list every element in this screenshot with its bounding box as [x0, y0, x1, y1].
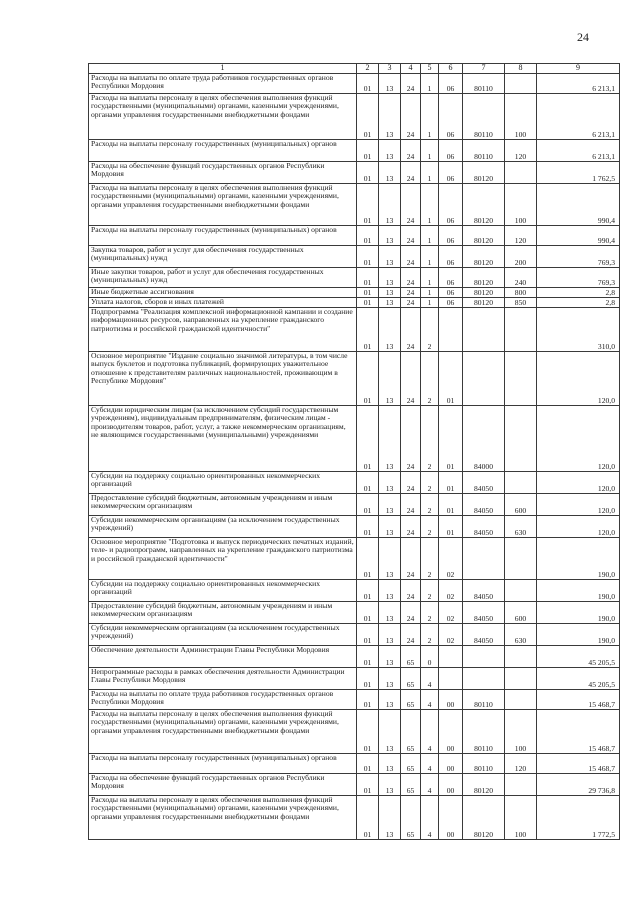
table-row	[89, 494, 620, 516]
row-description: Закупка товаров, работ и услуг для обеспечения государственных (муниципальных) нужд	[89, 246, 357, 268]
amount-value: 45 205,5	[537, 646, 620, 668]
row-description: Расходы на обеспечение функций государственных органов Республики Мордовия	[89, 162, 357, 184]
expense-type-code: 100	[505, 184, 537, 226]
row-description: Расходы на выплаты персоналу в целях обеспечения выполнения функций государственными (муниципальными) органами, казенными учреждениями, органами управления государственными внебюджетными фондами	[89, 94, 357, 140]
table-row	[89, 308, 620, 352]
subsection-code: 13	[379, 580, 401, 602]
row-description: Расходы на выплаты по оплате труда работников государственных органов Республики Мордовия	[89, 74, 357, 94]
header-cell: 4	[401, 64, 421, 74]
amount-value: 2,8	[537, 298, 620, 308]
program-code: 24	[401, 268, 421, 288]
subsection-code: 13	[379, 268, 401, 288]
amount-value: 6 213,1	[537, 74, 620, 94]
program-code: 24	[401, 94, 421, 140]
expense-type-code	[505, 162, 537, 184]
row-description: Субсидии юридическим лицам (за исключением субсидий государственным учреждениям), индивидуальным предпринимателям, физическим лицам - производителям товаров, работ, услуг, а также некоммерческим организациям, не являющимся государственными (муниципальными) учреждениями	[89, 406, 357, 472]
section-code: 01	[357, 352, 379, 406]
expense-type-code	[505, 668, 537, 690]
subprogram-code: 2	[421, 580, 439, 602]
table-row	[89, 94, 620, 140]
activity-code: 02	[439, 538, 463, 580]
direction-code: 80120	[463, 162, 505, 184]
expense-type-code: 120	[505, 226, 537, 246]
row-description: Основное мероприятие "Подготовка и выпуск периодических печатных изданий, теле- и радиопрограмм, направленных на укрепление гражданского патриотизма и российской гражданской идентичности"	[89, 538, 357, 580]
row-description: Расходы на выплаты персоналу государственных (муниципальных) органов	[89, 754, 357, 774]
activity-code: 06	[439, 140, 463, 162]
subsection-code: 13	[379, 602, 401, 624]
activity-code	[439, 668, 463, 690]
direction-code: 80110	[463, 74, 505, 94]
subsection-code: 13	[379, 774, 401, 796]
amount-value: 310,0	[537, 308, 620, 352]
table-row	[89, 184, 620, 226]
header-cell: 5	[421, 64, 439, 74]
direction-code: 80110	[463, 710, 505, 754]
expense-type-code: 630	[505, 624, 537, 646]
section-code: 01	[357, 580, 379, 602]
expense-type-code: 120	[505, 754, 537, 774]
subsection-code: 13	[379, 226, 401, 246]
activity-code: 01	[439, 516, 463, 538]
activity-code: 06	[439, 246, 463, 268]
table-row	[89, 754, 620, 774]
program-code: 24	[401, 406, 421, 472]
section-code: 01	[357, 140, 379, 162]
subsection-code: 13	[379, 472, 401, 494]
direction-code: 80120	[463, 288, 505, 298]
activity-code: 06	[439, 288, 463, 298]
subsection-code: 13	[379, 298, 401, 308]
row-description: Непрограммные расходы в рамках обеспечения деятельности Администрации Главы Республики Мордовия	[89, 668, 357, 690]
table-row	[89, 624, 620, 646]
table-header-row	[89, 64, 620, 74]
program-code: 65	[401, 690, 421, 710]
subsection-code: 13	[379, 308, 401, 352]
table-row	[89, 710, 620, 754]
direction-code: 80120	[463, 226, 505, 246]
subsection-code: 13	[379, 646, 401, 668]
expense-type-code	[505, 352, 537, 406]
activity-code: 06	[439, 298, 463, 308]
expense-type-code: 100	[505, 710, 537, 754]
program-code: 24	[401, 538, 421, 580]
program-code: 24	[401, 472, 421, 494]
expense-type-code	[505, 690, 537, 710]
expense-type-code: 800	[505, 288, 537, 298]
direction-code: 84050	[463, 602, 505, 624]
table-row	[89, 268, 620, 288]
table-row	[89, 298, 620, 308]
program-code: 24	[401, 308, 421, 352]
program-code: 65	[401, 710, 421, 754]
section-code: 01	[357, 690, 379, 710]
program-code: 24	[401, 246, 421, 268]
amount-value: 990,4	[537, 226, 620, 246]
direction-code: 84050	[463, 472, 505, 494]
row-description: Расходы на выплаты по оплате труда работников государственных органов Республики Мордовия	[89, 690, 357, 710]
amount-value: 45 205,5	[537, 668, 620, 690]
row-description: Расходы на выплаты персоналу государственных (муниципальных) органов	[89, 226, 357, 246]
row-description: Расходы на выплаты персоналу в целях обеспечения выполнения функций государственными (муниципальными) органами, казенными учреждениями, органами управления государственными внебюджетными фондами	[89, 184, 357, 226]
subsection-code: 13	[379, 624, 401, 646]
section-code: 01	[357, 288, 379, 298]
subsection-code: 13	[379, 754, 401, 774]
amount-value: 6 213,1	[537, 94, 620, 140]
budget-table	[88, 63, 620, 840]
table-row	[89, 580, 620, 602]
amount-value: 769,3	[537, 268, 620, 288]
direction-code: 84050	[463, 516, 505, 538]
subprogram-code: 1	[421, 298, 439, 308]
table-row	[89, 668, 620, 690]
subsection-code: 13	[379, 74, 401, 94]
amount-value: 190,0	[537, 538, 620, 580]
expense-type-code: 200	[505, 246, 537, 268]
amount-value: 120,0	[537, 406, 620, 472]
section-code: 01	[357, 162, 379, 184]
program-code: 65	[401, 754, 421, 774]
activity-code: 00	[439, 710, 463, 754]
program-code: 24	[401, 226, 421, 246]
expense-type-code	[505, 774, 537, 796]
activity-code: 02	[439, 624, 463, 646]
expense-type-code: 600	[505, 602, 537, 624]
direction-code: 80110	[463, 94, 505, 140]
row-description: Основное мероприятие "Издание социально значимой литературы, в том числе выпуск буклетов и подготовка публикаций, формирующих уважительное отношение к представителям различных национальностей, проживающим в Республике Мордовия"	[89, 352, 357, 406]
subprogram-code: 4	[421, 690, 439, 710]
table-row	[89, 352, 620, 406]
row-description: Иные бюджетные ассигнования	[89, 288, 357, 298]
expense-type-code	[505, 538, 537, 580]
expense-type-code: 630	[505, 516, 537, 538]
program-code: 24	[401, 298, 421, 308]
subprogram-code: 2	[421, 308, 439, 352]
expense-type-code	[505, 74, 537, 94]
activity-code: 00	[439, 796, 463, 840]
amount-value: 190,0	[537, 624, 620, 646]
direction-code	[463, 668, 505, 690]
subsection-code: 13	[379, 288, 401, 298]
expense-type-code: 100	[505, 94, 537, 140]
subprogram-code: 2	[421, 602, 439, 624]
program-code: 24	[401, 494, 421, 516]
row-description: Предоставление субсидий бюджетным, автономным учреждениям и иным некоммерческим организациям	[89, 494, 357, 516]
activity-code	[439, 646, 463, 668]
amount-value: 15 468,7	[537, 710, 620, 754]
amount-value: 6 213,1	[537, 140, 620, 162]
amount-value: 769,3	[537, 246, 620, 268]
subprogram-code: 4	[421, 668, 439, 690]
expense-type-code	[505, 308, 537, 352]
row-description: Субсидии некоммерческим организациям (за исключением государственных учреждений)	[89, 624, 357, 646]
subprogram-code: 0	[421, 646, 439, 668]
subprogram-code: 2	[421, 624, 439, 646]
direction-code: 80120	[463, 268, 505, 288]
subsection-code: 13	[379, 406, 401, 472]
amount-value: 15 468,7	[537, 690, 620, 710]
activity-code: 06	[439, 74, 463, 94]
program-code: 65	[401, 646, 421, 668]
header-cell: 7	[463, 64, 505, 74]
direction-code: 80120	[463, 298, 505, 308]
direction-code	[463, 538, 505, 580]
row-description: Расходы на выплаты персоналу в целях обеспечения выполнения функций государственными (муниципальными) органами, казенными учреждениями, органами управления государственными внебюджетными фондами	[89, 710, 357, 754]
section-code: 01	[357, 516, 379, 538]
table-row	[89, 774, 620, 796]
amount-value: 2,8	[537, 288, 620, 298]
subprogram-code: 1	[421, 74, 439, 94]
amount-value: 120,0	[537, 494, 620, 516]
direction-code: 80110	[463, 754, 505, 774]
program-code: 24	[401, 516, 421, 538]
program-code: 65	[401, 774, 421, 796]
row-description: Иные закупки товаров, работ и услуг для обеспечения государственных (муниципальных) нужд	[89, 268, 357, 288]
subprogram-code: 1	[421, 140, 439, 162]
amount-value: 120,0	[537, 516, 620, 538]
activity-code: 06	[439, 94, 463, 140]
table-row	[89, 516, 620, 538]
direction-code: 80110	[463, 140, 505, 162]
activity-code: 01	[439, 352, 463, 406]
subprogram-code: 1	[421, 94, 439, 140]
program-code: 24	[401, 624, 421, 646]
expense-type-code: 850	[505, 298, 537, 308]
activity-code: 00	[439, 690, 463, 710]
program-code: 24	[401, 352, 421, 406]
section-code: 01	[357, 494, 379, 516]
activity-code: 00	[439, 774, 463, 796]
expense-type-code: 100	[505, 796, 537, 840]
amount-value: 990,4	[537, 184, 620, 226]
header-cell: 8	[505, 64, 537, 74]
amount-value: 190,0	[537, 602, 620, 624]
row-description: Субсидии некоммерческим организациям (за исключением государственных учреждений)	[89, 516, 357, 538]
section-code: 01	[357, 796, 379, 840]
expense-type-code	[505, 406, 537, 472]
expense-type-code	[505, 472, 537, 494]
expense-type-code: 600	[505, 494, 537, 516]
expense-type-code: 240	[505, 268, 537, 288]
subsection-code: 13	[379, 162, 401, 184]
program-code: 24	[401, 184, 421, 226]
direction-code: 80120	[463, 246, 505, 268]
section-code: 01	[357, 668, 379, 690]
subsection-code: 13	[379, 94, 401, 140]
row-description: Уплата налогов, сборов и иных платежей	[89, 298, 357, 308]
activity-code: 01	[439, 406, 463, 472]
section-code: 01	[357, 774, 379, 796]
row-description: Субсидии на поддержку социально ориентированных некоммерческих организаций	[89, 472, 357, 494]
section-code: 01	[357, 646, 379, 668]
program-code: 65	[401, 668, 421, 690]
header-cell: 6	[439, 64, 463, 74]
subsection-code: 13	[379, 246, 401, 268]
table-row	[89, 162, 620, 184]
activity-code: 06	[439, 184, 463, 226]
subprogram-code: 4	[421, 754, 439, 774]
table-row	[89, 288, 620, 298]
activity-code: 02	[439, 580, 463, 602]
table-row	[89, 74, 620, 94]
table-row	[89, 538, 620, 580]
direction-code: 80120	[463, 796, 505, 840]
amount-value: 190,0	[537, 580, 620, 602]
subprogram-code: 2	[421, 538, 439, 580]
section-code: 01	[357, 226, 379, 246]
direction-code	[463, 352, 505, 406]
subsection-code: 13	[379, 796, 401, 840]
subprogram-code: 2	[421, 516, 439, 538]
subprogram-code: 2	[421, 472, 439, 494]
section-code: 01	[357, 406, 379, 472]
amount-value: 120,0	[537, 352, 620, 406]
subprogram-code: 1	[421, 226, 439, 246]
activity-code: 06	[439, 226, 463, 246]
section-code: 01	[357, 74, 379, 94]
direction-code: 80110	[463, 690, 505, 710]
subprogram-code: 1	[421, 288, 439, 298]
amount-value: 120,0	[537, 472, 620, 494]
section-code: 01	[357, 246, 379, 268]
amount-value: 1 762,5	[537, 162, 620, 184]
subprogram-code: 4	[421, 774, 439, 796]
activity-code: 02	[439, 602, 463, 624]
subprogram-code: 1	[421, 246, 439, 268]
section-code: 01	[357, 710, 379, 754]
subsection-code: 13	[379, 184, 401, 226]
table-row	[89, 690, 620, 710]
activity-code: 06	[439, 268, 463, 288]
table-row	[89, 140, 620, 162]
table-row	[89, 602, 620, 624]
subprogram-code: 2	[421, 352, 439, 406]
section-code: 01	[357, 184, 379, 226]
section-code: 01	[357, 538, 379, 580]
activity-code: 01	[439, 494, 463, 516]
program-code: 24	[401, 162, 421, 184]
table-row	[89, 226, 620, 246]
row-description: Расходы на выплаты персоналу государственных (муниципальных) органов	[89, 140, 357, 162]
table-body	[89, 74, 620, 840]
amount-value: 15 468,7	[537, 754, 620, 774]
row-description: Подпрограмма "Реализация комплексной информационной кампании и создание информационных ресурсов, направленных на укрепление гражданского патриотизма и российской гражданской идентичности"	[89, 308, 357, 352]
program-code: 24	[401, 288, 421, 298]
subsection-code: 13	[379, 494, 401, 516]
table-row	[89, 646, 620, 668]
direction-code: 80120	[463, 774, 505, 796]
table-row	[89, 406, 620, 472]
direction-code: 84050	[463, 494, 505, 516]
subprogram-code: 1	[421, 268, 439, 288]
row-description: Обеспечение деятельности Администрации Главы Республики Мордовия	[89, 646, 357, 668]
direction-code	[463, 646, 505, 668]
row-description: Субсидии на поддержку социально ориентированных некоммерческих организаций	[89, 580, 357, 602]
section-code: 01	[357, 602, 379, 624]
table-row	[89, 796, 620, 840]
section-code: 01	[357, 472, 379, 494]
program-code: 24	[401, 602, 421, 624]
program-code: 24	[401, 74, 421, 94]
subprogram-code: 1	[421, 184, 439, 226]
table-row	[89, 472, 620, 494]
section-code: 01	[357, 308, 379, 352]
subsection-code: 13	[379, 690, 401, 710]
header-cell: 9	[537, 64, 620, 74]
direction-code: 84050	[463, 580, 505, 602]
expense-type-code: 120	[505, 140, 537, 162]
subsection-code: 13	[379, 668, 401, 690]
expense-type-code	[505, 646, 537, 668]
subprogram-code: 2	[421, 494, 439, 516]
direction-code: 84000	[463, 406, 505, 472]
subsection-code: 13	[379, 352, 401, 406]
activity-code: 06	[439, 162, 463, 184]
subprogram-code: 2	[421, 406, 439, 472]
direction-code	[463, 308, 505, 352]
subprogram-code: 4	[421, 710, 439, 754]
section-code: 01	[357, 94, 379, 140]
section-code: 01	[357, 298, 379, 308]
row-description: Расходы на выплаты персоналу в целях обеспечения выполнения функций государственными (муниципальными) органами, казенными учреждениями, органами управления государственными внебюджетными фондами	[89, 796, 357, 840]
row-description: Расходы на обеспечение функций государственных органов Республики Мордовия	[89, 774, 357, 796]
section-code: 01	[357, 624, 379, 646]
expense-type-code	[505, 580, 537, 602]
direction-code: 80120	[463, 184, 505, 226]
program-code: 65	[401, 796, 421, 840]
direction-code: 84050	[463, 624, 505, 646]
program-code: 24	[401, 140, 421, 162]
subsection-code: 13	[379, 538, 401, 580]
activity-code	[439, 308, 463, 352]
activity-code: 00	[439, 754, 463, 774]
header-cell: 1	[89, 64, 357, 74]
amount-value: 1 772,5	[537, 796, 620, 840]
row-description: Предоставление субсидий бюджетным, автономным учреждениям и иным некоммерческим организациям	[89, 602, 357, 624]
program-code: 24	[401, 580, 421, 602]
page-number: 24	[577, 30, 589, 44]
header-cell: 2	[357, 64, 379, 74]
subsection-code: 13	[379, 516, 401, 538]
amount-value: 29 736,8	[537, 774, 620, 796]
section-code: 01	[357, 754, 379, 774]
subprogram-code: 1	[421, 162, 439, 184]
header-cell: 3	[379, 64, 401, 74]
section-code: 01	[357, 268, 379, 288]
subsection-code: 13	[379, 710, 401, 754]
activity-code: 01	[439, 472, 463, 494]
subprogram-code: 4	[421, 796, 439, 840]
table-row	[89, 246, 620, 268]
subsection-code: 13	[379, 140, 401, 162]
